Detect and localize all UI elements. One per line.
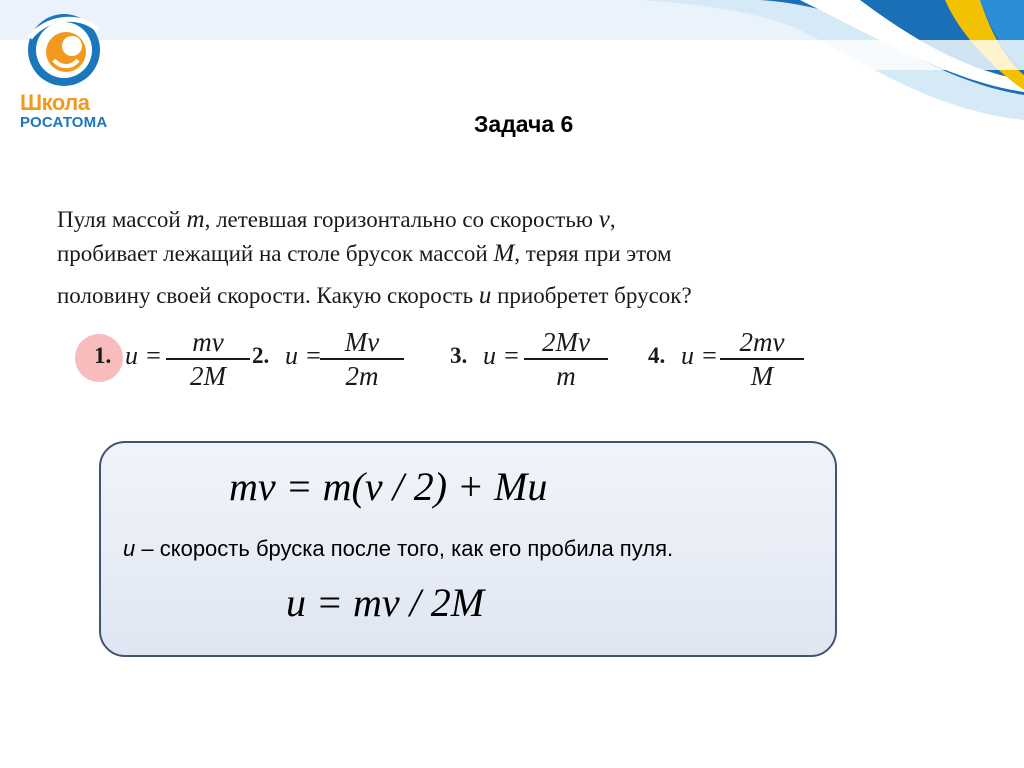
variable-M: M: [493, 240, 515, 267]
option-number: 2.: [252, 343, 270, 368]
fraction-denominator: 2M: [166, 358, 250, 392]
fraction-denominator: M: [720, 358, 804, 392]
option-fraction: [320, 326, 404, 392]
problem-text: , летевшая горизонтально со скоростью: [204, 207, 593, 232]
problem-text: ,: [609, 207, 616, 232]
option-fraction: [166, 326, 250, 392]
option-lhs: u =: [681, 341, 719, 370]
problem-text: пробивает лежащий на столе брусок массой: [57, 241, 488, 266]
explanation-variable: u: [123, 536, 136, 561]
logo-text-school: Школа: [20, 90, 90, 115]
fraction-numerator: 2mv: [739, 327, 785, 357]
variable-v: v: [598, 206, 610, 233]
option-number: 3.: [450, 343, 468, 368]
option-lhs: u =: [483, 341, 521, 370]
fraction-denominator: m: [524, 358, 608, 392]
option-lhs: u =: [285, 341, 323, 370]
option-fraction: [524, 326, 608, 392]
solution-explanation: [123, 536, 673, 562]
slide-title: Задача 6: [474, 111, 574, 137]
option-fraction: [720, 326, 804, 392]
solution-box: [99, 441, 837, 657]
problem-text: , теряя при этом: [514, 241, 672, 266]
problem-text: половину своей скорости. Какую скорость: [57, 283, 474, 308]
fraction-denominator: 2m: [320, 358, 404, 392]
problem-text: приобретет брусок?: [497, 283, 692, 308]
problem-text: Пуля массой: [57, 207, 181, 232]
momentum-equation: mv = m(v / 2) + Mu: [229, 464, 548, 509]
option-number: 1.: [94, 343, 112, 368]
variable-u: u: [478, 282, 492, 309]
option-lhs: u =: [125, 341, 163, 370]
result-equation: u = mv / 2M: [286, 580, 485, 625]
fraction-numerator: 2Mv: [542, 327, 590, 357]
fraction-numerator: Mv: [344, 327, 380, 357]
variable-m: m: [186, 206, 205, 233]
logo-text-rosatom: РОСАТОМА: [20, 114, 108, 131]
option-number: 4.: [648, 343, 666, 368]
explanation-text: – скорость бруска после того, как его пробила пуля.: [135, 536, 674, 561]
fraction-numerator: mv: [192, 327, 224, 357]
